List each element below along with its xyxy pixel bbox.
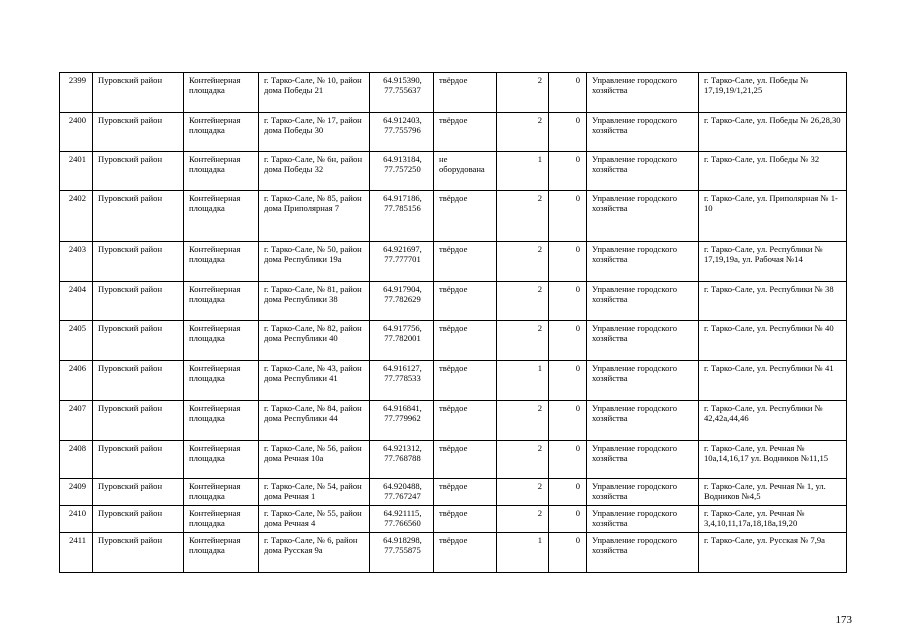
cell-record-number: 2408 (60, 441, 93, 479)
cell-surface-type: твёрдое (434, 321, 497, 361)
table-row (60, 191, 847, 242)
cell-record-number: 2406 (60, 361, 93, 401)
cell-operator: Управление городского хозяйства (587, 441, 699, 479)
cell-district: Пуровский район (93, 441, 184, 479)
cell-site-type: Контейнерная площадка (184, 441, 259, 479)
cell-operator: Управление городского хозяйства (587, 113, 699, 152)
cell-operator: Управление городского хозяйства (587, 191, 699, 242)
cell-container-count: 2 (497, 73, 549, 113)
cell-surface-type: твёрдое (434, 191, 497, 242)
cell-district: Пуровский район (93, 361, 184, 401)
cell-site-type: Контейнерная площадка (184, 401, 259, 441)
cell-surface-type: твёрдое (434, 441, 497, 479)
cell-served-addresses: г. Тарко-Сале, ул. Победы № 17,19,19/1,21,25 (699, 73, 847, 113)
cell-coordinates: 64.921312, 77.768788 (370, 441, 434, 479)
cell-served-addresses: г. Тарко-Сале, ул. Республики № 41 (699, 361, 847, 401)
table-row (60, 282, 847, 321)
cell-served-addresses: г. Тарко-Сале, ул. Республики № 40 (699, 321, 847, 361)
cell-district: Пуровский район (93, 282, 184, 321)
cell-container-count: 2 (497, 242, 549, 282)
cell-planned-count: 0 (549, 282, 587, 321)
table-row (60, 73, 847, 113)
cell-surface-type: твёрдое (434, 506, 497, 533)
cell-surface-type: твёрдое (434, 401, 497, 441)
cell-district: Пуровский район (93, 73, 184, 113)
cell-container-count: 2 (497, 113, 549, 152)
cell-site-address: г. Тарко-Сале, № 81, район дома Республики 38 (259, 282, 370, 321)
cell-served-addresses: г. Тарко-Сале, ул. Победы № 26,28,30 (699, 113, 847, 152)
table-row (60, 321, 847, 361)
cell-site-type: Контейнерная площадка (184, 282, 259, 321)
cell-district: Пуровский район (93, 191, 184, 242)
cell-district: Пуровский район (93, 479, 184, 506)
cell-planned-count: 0 (549, 113, 587, 152)
table-row (60, 506, 847, 533)
cell-container-count: 2 (497, 441, 549, 479)
cell-operator: Управление городского хозяйства (587, 282, 699, 321)
cell-site-address: г. Тарко-Сале, № 55, район дома Речная 4 (259, 506, 370, 533)
table-row (60, 479, 847, 506)
cell-container-count: 1 (497, 533, 549, 573)
cell-operator: Управление городского хозяйства (587, 506, 699, 533)
cell-site-address: г. Тарко-Сале, № 10, район дома Победы 21 (259, 73, 370, 113)
cell-served-addresses: г. Тарко-Сале, ул. Русская № 7,9а (699, 533, 847, 573)
cell-site-address: г. Тарко-Сале, № 6н, район дома Победы 32 (259, 152, 370, 191)
cell-operator: Управление городского хозяйства (587, 533, 699, 573)
table-row (60, 152, 847, 191)
cell-site-type: Контейнерная площадка (184, 152, 259, 191)
cell-record-number: 2400 (60, 113, 93, 152)
cell-served-addresses: г. Тарко-Сале, ул. Речная № 3,4,10,11,17а,18,18а,19,20 (699, 506, 847, 533)
cell-operator: Управление городского хозяйства (587, 73, 699, 113)
cell-record-number: 2401 (60, 152, 93, 191)
cell-planned-count: 0 (549, 152, 587, 191)
cell-site-type: Контейнерная площадка (184, 191, 259, 242)
cell-site-address: г. Тарко-Сале, № 50, район дома Республики 19а (259, 242, 370, 282)
cell-district: Пуровский район (93, 321, 184, 361)
cell-record-number: 2404 (60, 282, 93, 321)
cell-site-type: Контейнерная площадка (184, 479, 259, 506)
cell-container-count: 2 (497, 506, 549, 533)
cell-container-count: 2 (497, 191, 549, 242)
cell-site-address: г. Тарко-Сале, № 85, район дома Приполярная 7 (259, 191, 370, 242)
table-row (60, 441, 847, 479)
cell-surface-type: твёрдое (434, 242, 497, 282)
cell-surface-type: твёрдое (434, 73, 497, 113)
cell-container-count: 1 (497, 361, 549, 401)
cell-coordinates: 64.918298, 77.755875 (370, 533, 434, 573)
cell-coordinates: 64.912403, 77.755796 (370, 113, 434, 152)
cell-surface-type: не оборудована (434, 152, 497, 191)
cell-operator: Управление городского хозяйства (587, 321, 699, 361)
cell-planned-count: 0 (549, 73, 587, 113)
cell-coordinates: 64.917904, 77.782629 (370, 282, 434, 321)
cell-site-type: Контейнерная площадка (184, 321, 259, 361)
cell-coordinates: 64.921115, 77.766560 (370, 506, 434, 533)
cell-site-type: Контейнерная площадка (184, 73, 259, 113)
cell-district: Пуровский район (93, 242, 184, 282)
cell-record-number: 2403 (60, 242, 93, 282)
cell-surface-type: твёрдое (434, 282, 497, 321)
table-row (60, 361, 847, 401)
cell-district: Пуровский район (93, 113, 184, 152)
cell-served-addresses: г. Тарко-Сале, ул. Республики № 38 (699, 282, 847, 321)
cell-record-number: 2405 (60, 321, 93, 361)
cell-site-address: г. Тарко-Сале, № 17, район дома Победы 30 (259, 113, 370, 152)
cell-planned-count: 0 (549, 479, 587, 506)
cell-site-address: г. Тарко-Сале, № 56, район дома Речная 10а (259, 441, 370, 479)
cell-coordinates: 64.916127, 77.778533 (370, 361, 434, 401)
cell-served-addresses: г. Тарко-Сале, ул. Приполярная № 1-10 (699, 191, 847, 242)
cell-coordinates: 64.921697, 77.777701 (370, 242, 434, 282)
cell-surface-type: твёрдое (434, 113, 497, 152)
cell-district: Пуровский район (93, 152, 184, 191)
cell-planned-count: 0 (549, 506, 587, 533)
cell-record-number: 2402 (60, 191, 93, 242)
cell-record-number: 2410 (60, 506, 93, 533)
cell-coordinates: 64.913184, 77.757250 (370, 152, 434, 191)
cell-site-address: г. Тарко-Сале, № 84, район дома Республики 44 (259, 401, 370, 441)
table-body (60, 73, 847, 573)
cell-coordinates: 64.917756, 77.782001 (370, 321, 434, 361)
cell-served-addresses: г. Тарко-Сале, ул. Речная № 10а,14,16,17 ул. Водников №11,15 (699, 441, 847, 479)
cell-planned-count: 0 (549, 533, 587, 573)
cell-coordinates: 64.920488, 77.767247 (370, 479, 434, 506)
cell-operator: Управление городского хозяйства (587, 361, 699, 401)
cell-site-type: Контейнерная площадка (184, 506, 259, 533)
cell-site-type: Контейнерная площадка (184, 533, 259, 573)
cell-planned-count: 0 (549, 361, 587, 401)
cell-operator: Управление городского хозяйства (587, 242, 699, 282)
cell-planned-count: 0 (549, 242, 587, 282)
cell-district: Пуровский район (93, 533, 184, 573)
cell-record-number: 2411 (60, 533, 93, 573)
cell-site-address: г. Тарко-Сале, № 82, район дома Республики 40 (259, 321, 370, 361)
cell-operator: Управление городского хозяйства (587, 152, 699, 191)
cell-district: Пуровский район (93, 506, 184, 533)
cell-site-type: Контейнерная площадка (184, 113, 259, 152)
cell-surface-type: твёрдое (434, 361, 497, 401)
table-row (60, 113, 847, 152)
cell-site-address: г. Тарко-Сале, № 43, район дома Республики 41 (259, 361, 370, 401)
cell-site-address: г. Тарко-Сале, № 54, район дома Речная 1 (259, 479, 370, 506)
cell-coordinates: 64.915390, 77.755637 (370, 73, 434, 113)
cell-site-address: г. Тарко-Сале, № 6, район дома Русская 9а (259, 533, 370, 573)
cell-district: Пуровский район (93, 401, 184, 441)
container-sites-table (59, 72, 847, 573)
cell-planned-count: 0 (549, 441, 587, 479)
cell-operator: Управление городского хозяйства (587, 479, 699, 506)
table-row (60, 401, 847, 441)
cell-record-number: 2399 (60, 73, 93, 113)
cell-served-addresses: г. Тарко-Сале, ул. Республики № 17,19,19а, ул. Рабочая №14 (699, 242, 847, 282)
cell-operator: Управление городского хозяйства (587, 401, 699, 441)
cell-coordinates: 64.917186, 77.785156 (370, 191, 434, 242)
cell-planned-count: 0 (549, 191, 587, 242)
page-number: 173 (835, 614, 852, 626)
cell-surface-type: твёрдое (434, 479, 497, 506)
cell-container-count: 2 (497, 321, 549, 361)
cell-container-count: 2 (497, 401, 549, 441)
cell-surface-type: твёрдое (434, 533, 497, 573)
cell-record-number: 2407 (60, 401, 93, 441)
cell-record-number: 2409 (60, 479, 93, 506)
cell-coordinates: 64.916841, 77.779962 (370, 401, 434, 441)
cell-planned-count: 0 (549, 401, 587, 441)
cell-served-addresses: г. Тарко-Сале, ул. Речная № 1, ул. Водников №4,5 (699, 479, 847, 506)
table-row (60, 242, 847, 282)
cell-served-addresses: г. Тарко-Сале, ул. Победы № 32 (699, 152, 847, 191)
cell-site-type: Контейнерная площадка (184, 242, 259, 282)
cell-container-count: 2 (497, 282, 549, 321)
cell-container-count: 2 (497, 479, 549, 506)
cell-planned-count: 0 (549, 321, 587, 361)
table-row (60, 533, 847, 573)
cell-site-type: Контейнерная площадка (184, 361, 259, 401)
cell-served-addresses: г. Тарко-Сале, ул. Республики № 42,42а,44,46 (699, 401, 847, 441)
cell-container-count: 1 (497, 152, 549, 191)
